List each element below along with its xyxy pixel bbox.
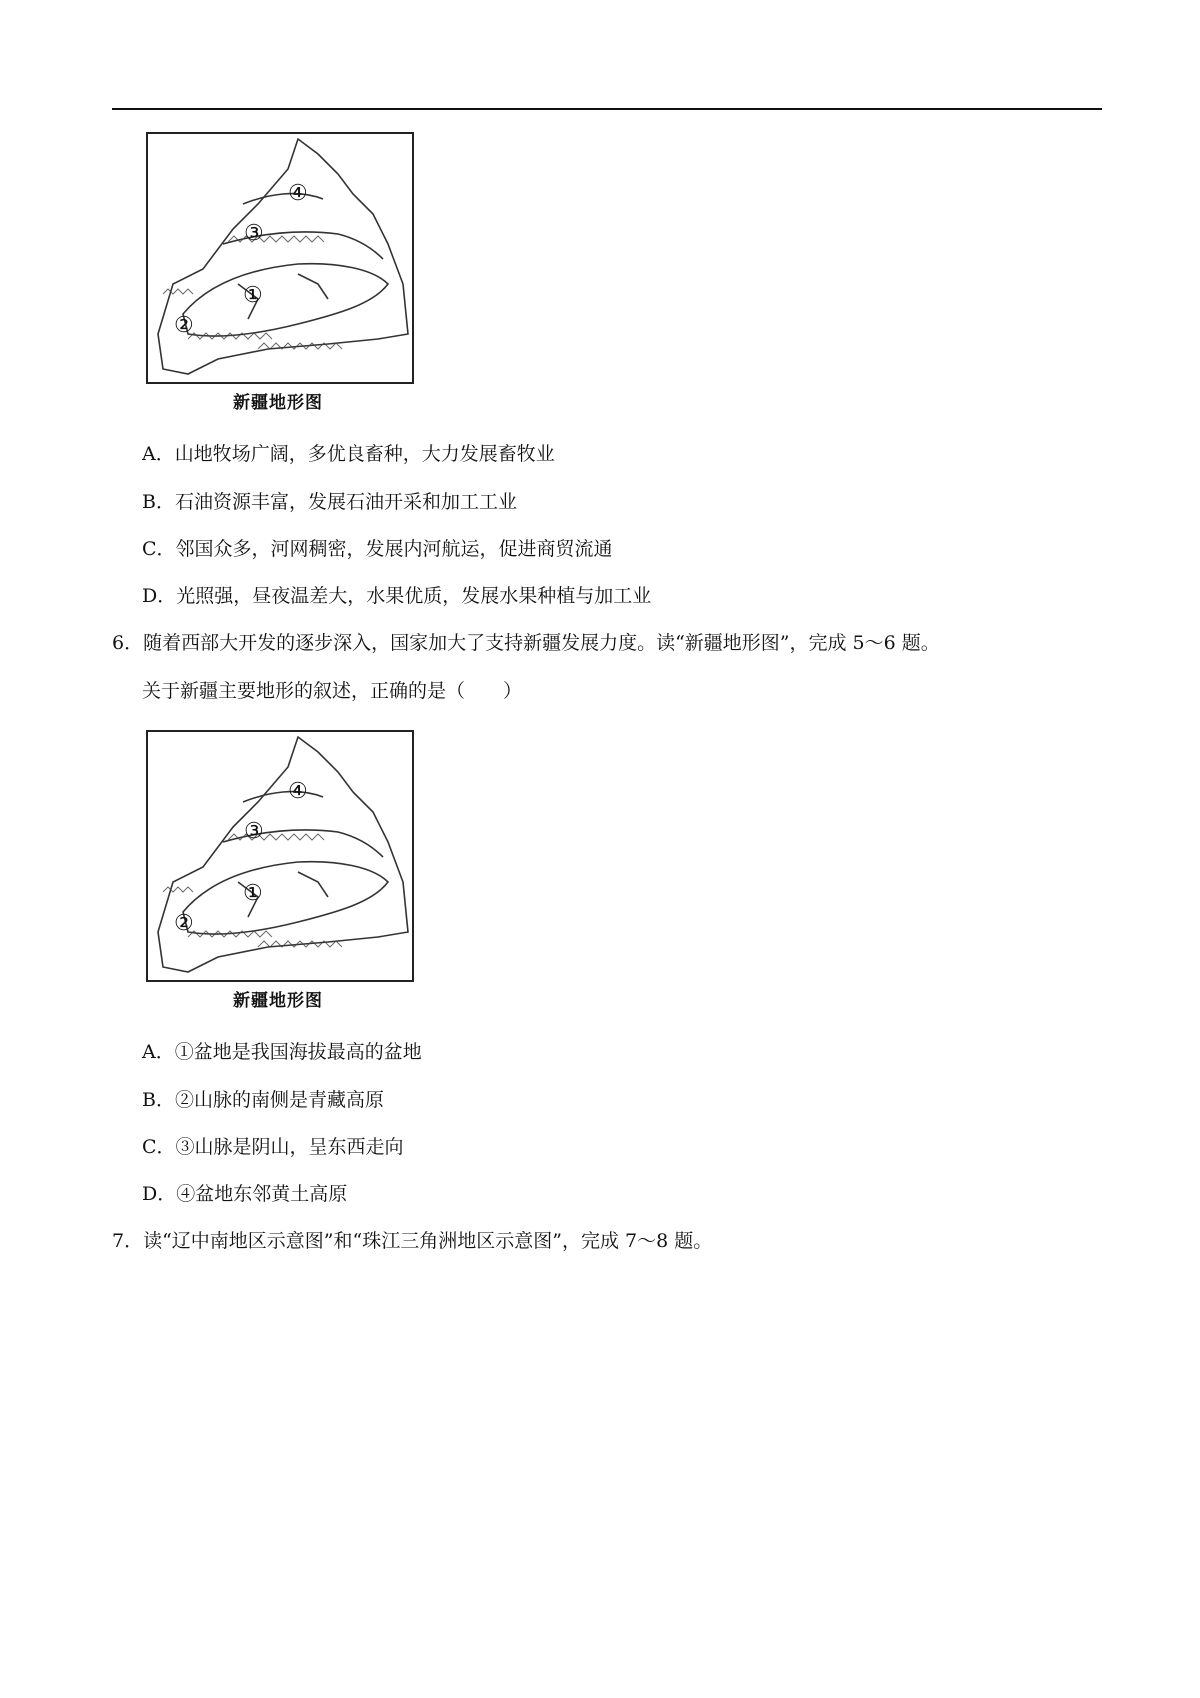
map-label-2: ② [174,911,194,936]
xinjiang-map-1 [146,132,414,384]
map-label-3: ③ [244,221,264,246]
xinjiang-map-figure-2 [146,730,414,1011]
q6-stem: 6．随着西部大开发的逐步深入，国家加大了支持新疆发展力度。读“新疆地形图”，完成 5～6 题。 [112,632,940,654]
map-caption: 新疆地形图 [233,991,323,1011]
map-caption: 新疆地形图 [233,393,323,413]
q5-option-d[interactable]: D．光照强，昼夜温差大，水果优质，发展水果种植与加工业 [142,585,652,607]
map-label-4: ④ [288,779,308,804]
xinjiang-map-2 [146,730,414,982]
q6-option-a[interactable]: A．①盆地是我国海拔最高的盆地 [142,1041,422,1063]
q7-stem: 7．读“辽中南地区示意图”和“珠江三角洲地区示意图”，完成 7～8 题。 [112,1230,713,1252]
q5-option-c[interactable]: C．邻国众多，河网稠密，发展内河航运，促进商贸流通 [142,538,613,560]
map-label-2: ② [174,313,194,338]
xinjiang-terrain-map-1 [148,134,412,382]
xinjiang-terrain-map-2 [148,732,412,980]
map-label-4: ④ [288,181,308,206]
q6-question: 关于新疆主要地形的叙述，正确的是（ ） [142,680,523,702]
map-label-3: ③ [244,819,264,844]
xinjiang-map-figure-1 [146,132,414,413]
q6-option-b[interactable]: B．②山脉的南侧是青藏高原 [142,1089,384,1111]
header-rule [112,108,1102,110]
map-label-1: ① [243,881,263,906]
q5-option-b[interactable]: B．石油资源丰富，发展石油开采和加工工业 [142,491,517,513]
q5-option-a[interactable]: A．山地牧场广阔，多优良畜种，大力发展畜牧业 [142,443,555,465]
map-label-1: ① [243,283,263,308]
q6-option-d[interactable]: D．④盆地东邻黄土高原 [142,1183,348,1205]
q6-option-c[interactable]: C．③山脉是阴山，呈东西走向 [142,1136,404,1158]
